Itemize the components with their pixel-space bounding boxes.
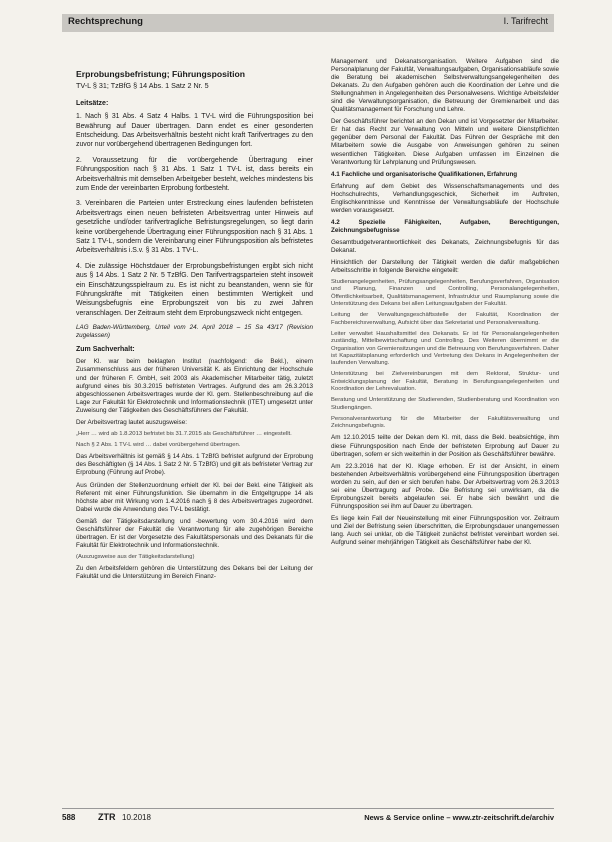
leitsatz: 1. Nach § 31 Abs. 4 Satz 4 Halbs. 1 TV-L wird die Führungsposition bei Bewährung auf Dauer übertragen. Dann endet es einer gesonderten Entscheidung. Das Arbeitsverhältnis besteht nicht kraft Tarifvertrages zu den zuvor nur vorübergehend übertragenen Bedingungen fort. [76,113,313,149]
paragraph-note: (Auszugsweise aus der Tätigkeitsdarstellung) [76,553,195,560]
paragraph: Das Arbeitsverhältnis ist gemäß § 14 Abs. 1 TzBfG befristet aufgrund der Erprobung des Beschäftigten (§ 14 Abs. 1 Satz 2 Nr. 5 TzBfG) und gilt als befristeter Vertrag zur Erprobung (Führung auf Probe). [76,453,313,477]
paragraph: Management und Dekanatsorganisation. Weitere Aufgaben sind die Personalplanung der Fakultät, Verwaltungsaufgaben, Organisationsabläufe sowie die Beratung bei akademischen Selbstverwaltungsangelegenheiten des Dekanats. Zu den Aufgaben gehören auch die Koordination der Lehre und die Stellungnahmen in Angelegenheiten des Personalwesens. Wichtige Arbeitsfelder sind die Verwaltungsorganisation, die Betreuung der Gremienarbeit und das Qualitätsmanagement für Forschung und Lehre. [331,58,559,114]
paragraph: Studienangelegenheiten, Prüfungsangelegenheiten, Berufungsverfahren, Organisation und Planung, Finanzen und Controlling, Personalangelegenheiten, Öffentlichkeitsarbeit, Qualitätsmanagement, Infrastruktur und Raumplanung sowie die Unterstützung des Dekans bei allen Leitungsaufgaben der Fakultät. [331,279,559,308]
subheading: 4.1 Fachliche und organisatorische Qualifikationen, Erfahrung [331,170,518,178]
paragraph: Am 22.3.2016 hat der Kl. Klage erhoben. Er ist der Ansicht, in einem bestehenden Arbeitsverhältnis vorübergehend eine Führungsposition übertragen worden zu sein, auf den er sich berufen habe. Der Arbeitsvertrag vom 26.3.2013 sei eine Übertragung auf Probe. Die Befristung sei unwirksam, da die Erprobungszeit bereits abgelaufen sei. Er habe sich bewährt und die Führungsposition sei ihm auf Dauer zu übertragen. [331,462,559,510]
paragraph: Gesamtbudgetverantwortlichkeit des Dekanats, Zeichnungsbefugnis für das Dekanat. [331,238,559,254]
leitsatz: 2. Voraussetzung für die vorübergehende Übertragung einer Führungsposition nach § 31 Abs. 1 Satz 1 TV-L ist, dass bereits ein Arbeitsverhältnis mit demselben Arbeitgeber besteht, welches mindestens bis zum Ende der vereinbarten Erprobung fortbesteht. [76,156,313,192]
paragraph: Leiter verwaltet Haushaltsmittel des Dekanats. Er ist für Personalangelegenheiten zuständig, Mittelbewirtschaftung und Controlling. Des Weiteren übernimmt er die Organisation von Gremiensitzungen und die Betreuung von Berufungsverfahren. Daher ist Kapazitätsplanung erforderlich und Vertretung des Dekans in Angelegenheiten der laufenden Verwaltung. [331,330,559,367]
paragraph: Personalverantwortung für die Mitarbeiter der Fakultätsverwaltung und Zeichnungsbefugnis. [331,415,559,430]
contract-quote: Nach § 2 Abs. 1 TV-L wird … dabei vorübergehend übertragen. [76,442,241,449]
paragraph: Zu den Arbeitsfeldern gehören die Unterstützung des Dekans bei der Leitung der Fakultät und die Unterstützung im Bereich Finanz- [76,565,313,581]
sachverhalt-text: Der Kl. war beim beklagten Institut (nachfolgend: die Bekl.), einem Zusammenschluss aus der früheren Universität K. als Einrichtung der Hochschule und der früheren F. GmbH, seit 2003 als Akademischer Mitarbeiter tätig, zuletzt aufgrund eines bis 30.3.2015 befristeten Vertrages. Aufgrund des am 26.3.2013 abgeschlossenen Arbeitsvertrages wurde der Kl. gem. Stellenbeschreibung auf die Lage zur Fakultät für Elektrotechnik und Informationstechnik (ITET) umgesetzt unter Zuweisung der Tätigkeiten des Geschäftsführers der Fakultät. [76,358,313,414]
issue-label: 10.2018 [122,813,151,822]
paragraph: Es liege kein Fall der Neueinstellung mit einer Führungsposition vor. Zeitraum und Ziel der Befristung seien überschritten, die Erprobungsdauer unangemessen lang. Auch sei unklar, ob die Tätigkeit zunächst befristet vereinbart worden sei. Aufgrund seiner mehrjährigen Tätigkeit als Geschäftsführer habe der Kl. [331,514,559,547]
paragraph: Aus Gründen der Stellenzuordnung erhielt der Kl. bei der Bekl. eine Tätigkeit als Referent mit einer Führungsfunktion. Sie übernahm in die Entgeltgruppe 14 als höchste aber mit Wirkung vom 1.4.2016 nach § 8 des Arbeitsvertrages zugeordnet. Dabei wurde die Anwendung des TV-L bestätigt. [76,481,313,513]
paragraph: Leitung der Verwaltungsgeschäftsstelle der Fakultät, Koordination der Fachbereichsverwaltung, Aufsicht über das Sekretariat und Personalverwaltung. [331,312,559,326]
paragraph: Erfahrung auf dem Gebiet des Wissenschaftsmanagements und des Hochschulrechts, Verhandlungsgeschick, Sicherheit im Auftreten, Englischkenntnisse und Kenntnisse der Verwaltungsabläufe der Hochschule werden vorausgesetzt. [331,182,559,214]
subheading: 4.2 Spezielle Fähigkeiten, Aufgaben, Berechtigungen, Zeichnungsbefugnisse [331,218,559,234]
article-title: Erprobungsbefristung; Führungsposition [76,69,245,79]
page-number: 588 [62,813,76,822]
paragraph: Der Geschäftsführer berichtet an den Dekan und ist Vorgesetzter der Mitarbeiter. Er hat das Recht zur Verwaltung von Mitteln und weitere Dienstpflichten gegenüber dem Personal der Fakultät. Das Führen der Gespräche mit den Mitarbeitern sowie die Ausgabe von Anweisungen gehören zu seinen wesentlichen Tätigkeiten. Diese Aufgaben umfassen im Einzelnen die Verantwortung für Lehrplanung und Prüfungswesen. [331,118,559,166]
website-link[interactable]: News & Service online – www.ztr-zeitschrift.de/archiv [364,813,554,822]
page-footer [62,808,554,825]
magazine-logo: ZTR [98,812,116,822]
sachverhalt-heading: Zum Sachverhalt: [76,346,135,354]
court-reference: LAG Baden-Württemberg, Urteil vom 24. April 2018 – 15 Sa 43/17 (Revision zugelassen) [76,324,313,340]
paragraph: Unterstützung bei Zielvereinbarungen mit dem Rektorat, Struktur- und Entwicklungsplanung der Fakultät, Beratung in Berufungsangelegenheiten und Koordination der Lehrevaluation. [331,371,559,392]
leitsaetze-heading: Leitsätze: [76,100,109,108]
paragraph: Am 12.10.2015 teilte der Dekan dem Kl. mit, dass die Bekl. beabsichtige, ihm diese Führungsposition nach Ende der befristeten Erprobung auf Dauer zu übertragen, sofern er sich weiterhin in der Position als Geschäftsführer bewähre. [331,434,559,458]
category-label: I. Tarifrecht [503,16,548,26]
leitsatz: 3. Vereinbaren die Parteien unter Erstreckung eines laufenden befristeten Arbeitsvertrags einen neuen befristeten Arbeitsvertrag unter Hinweis auf gesetzliche und/oder tarifvertragliche Befristungsregelungen, so liegt darin keine vorübergehende Übertragung einer Führungsposition nach § 31 Abs. 1 Satz 1 TV-L, sondern die Vereinbarung einer Führungsposition als befristetes Arbeitsverhältnis i.S.v. § 31 Abs. 1 TV-L. [76,200,313,255]
paragraph: Hinsichtlich der Darstellung der Tätigkeit werden die dafür maßgeblichen Arbeitsschritte in folgende Bereiche eingeteilt: [331,259,559,275]
page-header [62,14,554,32]
norms: TV-L § 31; TzBfG § 14 Abs. 1 Satz 2 Nr. 5 [76,81,209,91]
left-column [76,64,313,585]
paragraph: Gemäß der Tätigkeitsdarstellung und -bewertung vom 30.4.2016 wird dem Geschäftsführer der Fakultät die Verantwortung für alle zugehörigen Bereiche übertragen. Er ist der Vorgesetzte des Fakultätspersonals und des Dekanats für die Fakultät für Elektrotechnik und Informationstechnik. [76,517,313,549]
section-label: Rechtsprechung [68,16,143,27]
paragraph: Beratung und Unterstützung der Studierenden, Studienberatung und Koordination von Studiengängen. [331,397,559,411]
right-column [331,58,559,551]
contract-intro: Der Arbeitsvertrag lautet auszugsweise: [76,418,187,426]
contract-quote: „Herr … wird ab 1.8.2013 befristet bis 31.7.2015 als Geschäftsführer … eingestellt. [76,430,292,437]
leitsatz: 4. Die zulässige Höchstdauer der Erprobungsbefristungen ergibt sich nicht aus § 14 Abs. 1 Satz 2 Nr. 5 TzBfG. Den Tarifvertragsparteien steht insoweit ein Einschätzungsspielraum zu. Es ist nicht zu beanstanden, wenn sie für Führungskräfte mit Tätigkeiten einen bestimmten Wertigkeit und Weisungsbefugnis eine Erprobungszeit von bis zu zwei Jahren veranschlagen. Der Zeitraum steht dem Erprobungszweck nicht entgegen. [76,262,313,317]
